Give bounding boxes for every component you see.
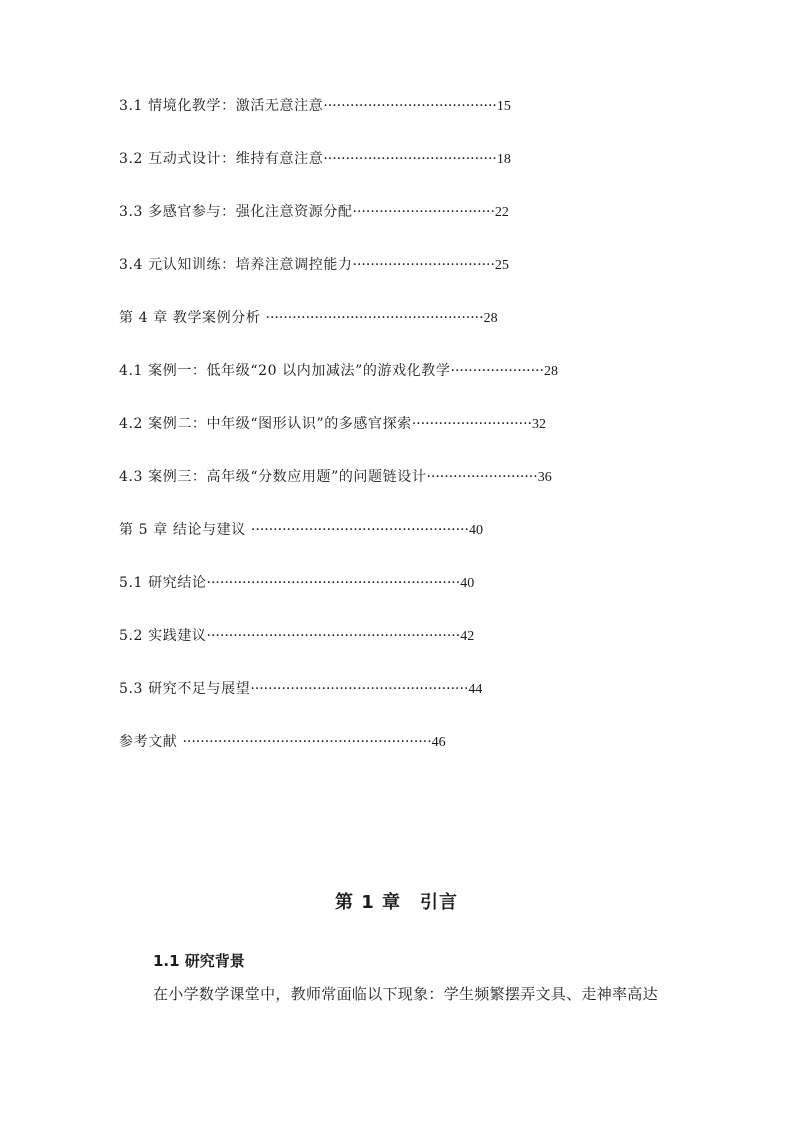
toc-page-number: 22: [494, 205, 509, 220]
toc-page-number: 18: [496, 152, 511, 167]
toc-leader-dots: ·······································: [323, 98, 497, 114]
toc-page-number: 36: [537, 470, 552, 485]
toc-leader-dots: ·····················: [450, 363, 544, 379]
toc-entry-title: 第 5 章 结论与建议: [119, 522, 251, 538]
toc-leader-dots: ·················································: [265, 310, 484, 326]
chapter-title: 第 1 章 引言: [334, 892, 459, 913]
toc-page-number: 32: [531, 417, 546, 432]
toc-page-number: 40: [460, 576, 475, 591]
toc-entry[interactable]: [119, 678, 482, 700]
toc-entry[interactable]: [119, 201, 509, 223]
toc-entry[interactable]: [119, 466, 552, 488]
paragraph: 在小学数学课堂中，教师常面临以下现象：学生频繁摆弄文具、走神率高达: [153, 985, 658, 1003]
toc-entry-title: 第 4 章 教学案例分析: [119, 310, 266, 326]
toc-page-number: 15: [496, 99, 511, 114]
toc-entry[interactable]: [119, 307, 498, 329]
toc-leader-dots: ·························: [426, 469, 538, 485]
toc-entry[interactable]: [119, 360, 558, 382]
toc-leader-dots: ································: [352, 257, 495, 273]
toc-leader-dots: ·························································: [206, 575, 461, 591]
toc-page-number: 40: [468, 523, 483, 538]
toc-entry-title: 5.1 研究结论: [119, 575, 207, 591]
toc-entry[interactable]: [119, 519, 483, 541]
toc-page-number: 46: [431, 735, 446, 750]
toc-entry-title: 4.1 案例一：低年级“20 以内加减法”的游戏化教学: [119, 363, 451, 379]
toc-page-number: 28: [483, 311, 498, 326]
toc-leader-dots: ·························································: [206, 628, 461, 644]
toc-entry-title: 4.2 案例二：中年级“图形认识”的多感官探索: [119, 416, 412, 432]
toc-entry[interactable]: [119, 148, 511, 170]
toc-entry-title: 参考文献: [119, 734, 183, 750]
toc-leader-dots: ·················································: [250, 522, 469, 538]
toc-entry[interactable]: [119, 625, 474, 647]
section-title: 1.1 研究背景: [153, 952, 245, 970]
toc-entry-title: 3.1 情境化教学：激活无意注意: [119, 98, 324, 114]
toc-page-number: 42: [460, 629, 475, 644]
toc-entry[interactable]: [119, 254, 509, 276]
toc-entry[interactable]: [119, 413, 546, 435]
toc-entry[interactable]: [119, 95, 511, 117]
toc-leader-dots: ························································: [182, 734, 432, 750]
toc-entry-title: 4.3 案例三：高年级“分数应用题”的问题链设计: [119, 469, 427, 485]
toc-entry[interactable]: [119, 731, 446, 753]
toc-leader-dots: ·················································: [250, 681, 469, 697]
toc-entry[interactable]: [119, 572, 474, 594]
toc-entry-title: 5.2 实践建议: [119, 628, 207, 644]
toc-page-number: 25: [494, 258, 509, 273]
toc-entry-title: 3.4 元认知训练：培养注意调控能力: [119, 257, 353, 273]
toc-leader-dots: ·······································: [323, 151, 497, 167]
toc-entry-title: 5.3 研究不足与展望: [119, 681, 251, 697]
toc-entry-title: 3.2 互动式设计：维持有意注意: [119, 151, 324, 167]
toc-leader-dots: ···························: [411, 416, 532, 432]
toc-entry-title: 3.3 多感官参与：强化注意资源分配: [119, 204, 353, 220]
toc-leader-dots: ································: [352, 204, 495, 220]
toc-page-number: 28: [543, 364, 558, 379]
toc-page-number: 44: [468, 682, 483, 697]
